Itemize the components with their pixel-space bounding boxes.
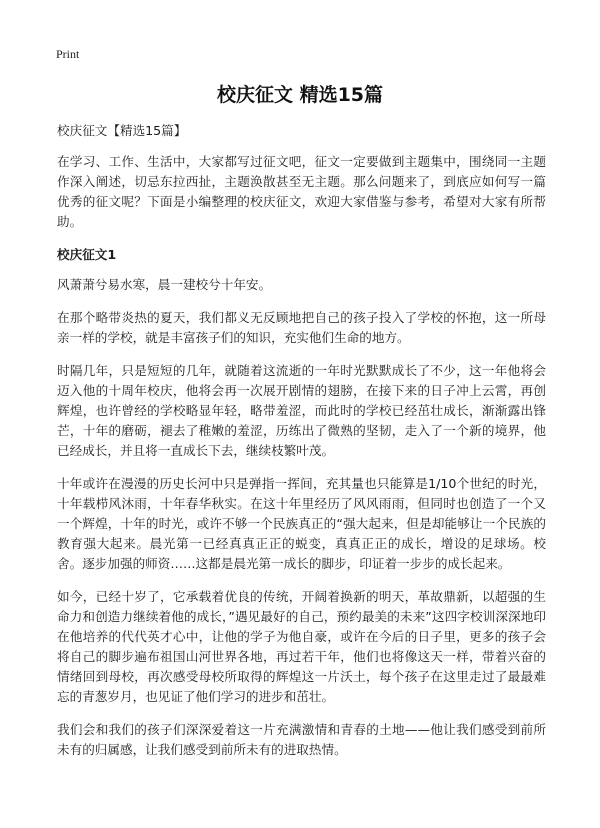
article-body: [57, 121, 546, 773]
page-title: 校庆征文 精选15篇: [216, 84, 384, 106]
section-heading: 校庆征文1: [57, 247, 117, 262]
paragraph: 如今，已经十岁了，它承载着优良的传统，开阔着换新的明天，革故鼎新，以超强的生命力和创造力继续着他的成长，”遇见最好的自己，预约最美的未来”这四字校训深深地印在他培养的代代英才心中，让他的学子为他自豪，或许在今后的日子里，更多的孩子会将自己的脚步遍布祖国山河世界各地，再过若干年，他们也将像这天一样，带着兴奋的情绪回到母校，再次感受母校所取得的辉煌这一片沃土，每个孩子在这里走过了最最难忘的青葱岁月，也见证了他们学习的进步和茁壮。: [57, 589, 546, 704]
intro-paragraph: 在学习、工作、生活中，大家都写过征文吧，征文一定要做到主题集中，围绕同一主题作深入阐述，切忌东拉西扯，主题涣散甚至无主题。那么问题来了，到底应如何写一篇优秀的征文呢？下面是小编整理的校庆征文，欢迎大家借鉴与参考，希望对大家有所帮助。: [57, 154, 546, 229]
paragraph: 在那个略带炎热的夏天，我们都义无反顾地把自己的孩子投入了学校的怀抱，这一所母亲一样的学校，就是丰富孩子们的知识，充实他们生命的地方。: [57, 310, 546, 345]
article-subtitle: 校庆征文【精选15篇】: [57, 123, 187, 138]
paragraph: 风萧萧兮易水寒，晨一建校兮十年安。: [57, 277, 272, 292]
print-label[interactable]: Print: [56, 47, 80, 61]
paragraph: 十年或许在漫漫的历史长河中只是弹指一挥间，充其量也只能算是1/10个世纪的时光，十年载栉风沐雨，十年春华秋实。在这十年里经历了风风雨雨，但同时也创造了一个又一个辉煌，十年的时光，或许不够一个民族真正的“强大起来，但是却能够让一个民族的教育强大起来。晨光第一已经真真正正的蜕变，真真正正的成长，增设的足球场。校舍。逐步加强的师资……这都是晨光第一成长的脚步，印证着一步步的成长起来。: [57, 476, 546, 571]
paragraph: 我们会和我们的孩子们深深爱着这一片充满激情和青春的土地——他让我们感受到前所未有的归属感，让我们感受到前所未有的进取热情。: [57, 722, 546, 757]
paragraph: 时隔几年，只是短短的几年，就随着这流逝的一年时光默默成长了不少，这一年他将会迈入他的十周年校庆，他将会再一次展开剧情的翅膀，在接下来的日子冲上云霄，再创辉煌，也许曾经的学校略显年轻，略带羞涩，而此时的学校已经茁壮成长，渐渐露出锋芒，十年的磨砺，褪去了稚嫩的羞涩，历练出了微熟的坚韧，走入了一个新的境界，他已经成长，并且将一直成长下去，继续枝繁叶茂。: [57, 363, 546, 458]
